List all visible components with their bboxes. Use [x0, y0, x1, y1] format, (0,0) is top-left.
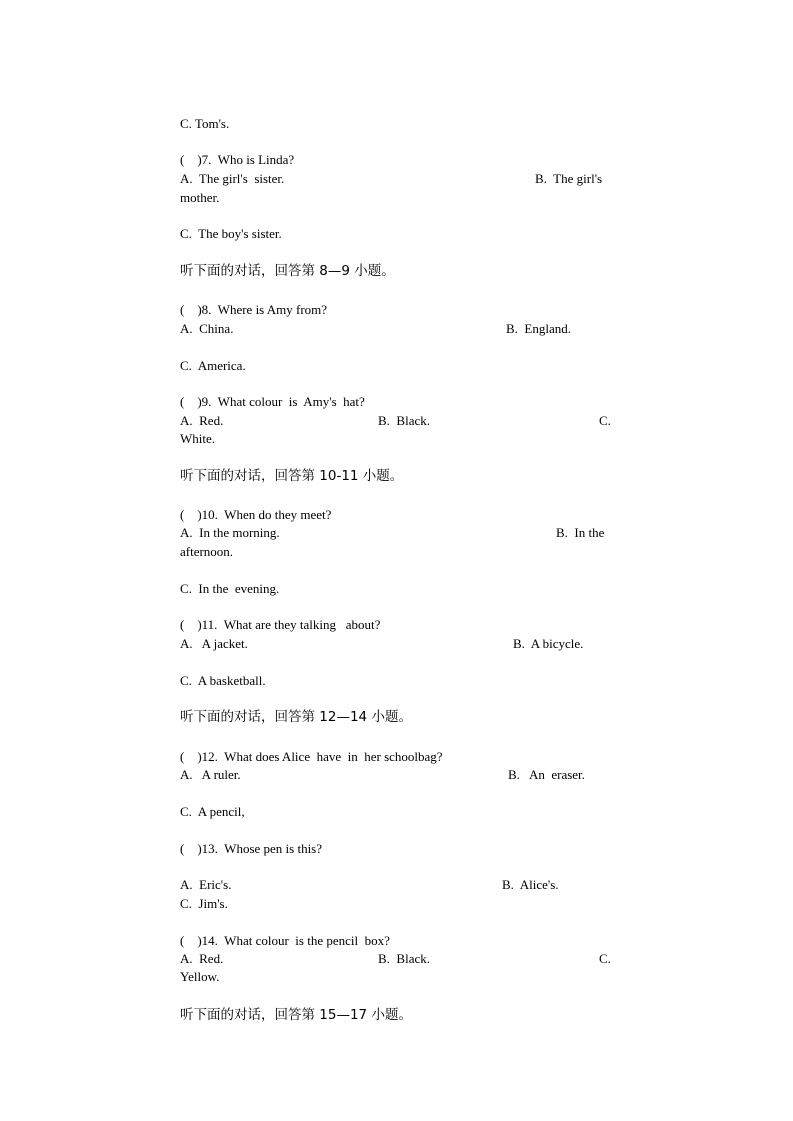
q6-option-c: C. Tom's.	[180, 116, 230, 131]
section-heading-10-11: 听下面的对话，回答第 10-11 小题。	[180, 468, 404, 484]
q9-option-b: B. Black.	[378, 413, 430, 428]
q12-question: ( )12. What does Alice have in her schoolbag?	[180, 749, 443, 764]
q8-question: ( )8. Where is Amy from?	[180, 302, 328, 317]
q7-option-b: B. The girl's	[535, 171, 603, 186]
section-heading-15-17: 听下面的对话，回答第 15—17 小题。	[180, 1007, 412, 1023]
q12-option-c: C. A pencil,	[180, 804, 245, 819]
q7-question: ( )7. Who is Linda?	[180, 152, 295, 167]
q9-question: ( )9. What colour is Amy's hat?	[180, 394, 365, 409]
q11-option-c: C. A basketball.	[180, 673, 266, 688]
q10-question: ( )10. When do they meet?	[180, 507, 332, 522]
q13-question: ( )13. Whose pen is this?	[180, 841, 323, 856]
q7-option-a: A. The girl's sister.	[180, 171, 285, 186]
q7-option-c: C. The boy's sister.	[180, 226, 282, 241]
section-heading-8-9: 听下面的对话，回答第 8—9 小题。	[180, 263, 395, 279]
q14-option-a: A. Red.	[180, 951, 224, 966]
q14-option-b: B. Black.	[378, 951, 430, 966]
section-heading-12-14: 听下面的对话，回答第 12—14 小题。	[180, 709, 412, 725]
q11-option-a: A. A jacket.	[180, 636, 248, 651]
q9-option-c: C.	[599, 413, 611, 428]
q10-option-b: B. In the	[556, 525, 605, 540]
q7-option-b-wrap: mother.	[180, 190, 220, 205]
q11-question: ( )11. What are they talking about?	[180, 617, 381, 632]
q8-option-c: C. America.	[180, 358, 246, 373]
q12-option-a: A. A ruler.	[180, 767, 241, 782]
q13-option-c: C. Jim's.	[180, 896, 228, 911]
q8-option-b: B. England.	[506, 321, 571, 336]
q8-option-a: A. China.	[180, 321, 234, 336]
q13-option-a: A. Eric's.	[180, 877, 232, 892]
q9-option-a: A. Red.	[180, 413, 224, 428]
q12-option-b: B. An eraser.	[508, 767, 585, 782]
q13-option-b: B. Alice's.	[502, 877, 559, 892]
q9-option-c-wrap: White.	[180, 431, 216, 446]
q14-option-c: C.	[599, 951, 611, 966]
q11-option-b: B. A bicycle.	[513, 636, 584, 651]
q10-option-a: A. In the morning.	[180, 525, 280, 540]
q10-option-c: C. In the evening.	[180, 581, 280, 596]
q14-option-c-wrap: Yellow.	[180, 969, 220, 984]
q10-option-b-wrap: afternoon.	[180, 544, 234, 559]
q14-question: ( )14. What colour is the pencil box?	[180, 933, 390, 948]
